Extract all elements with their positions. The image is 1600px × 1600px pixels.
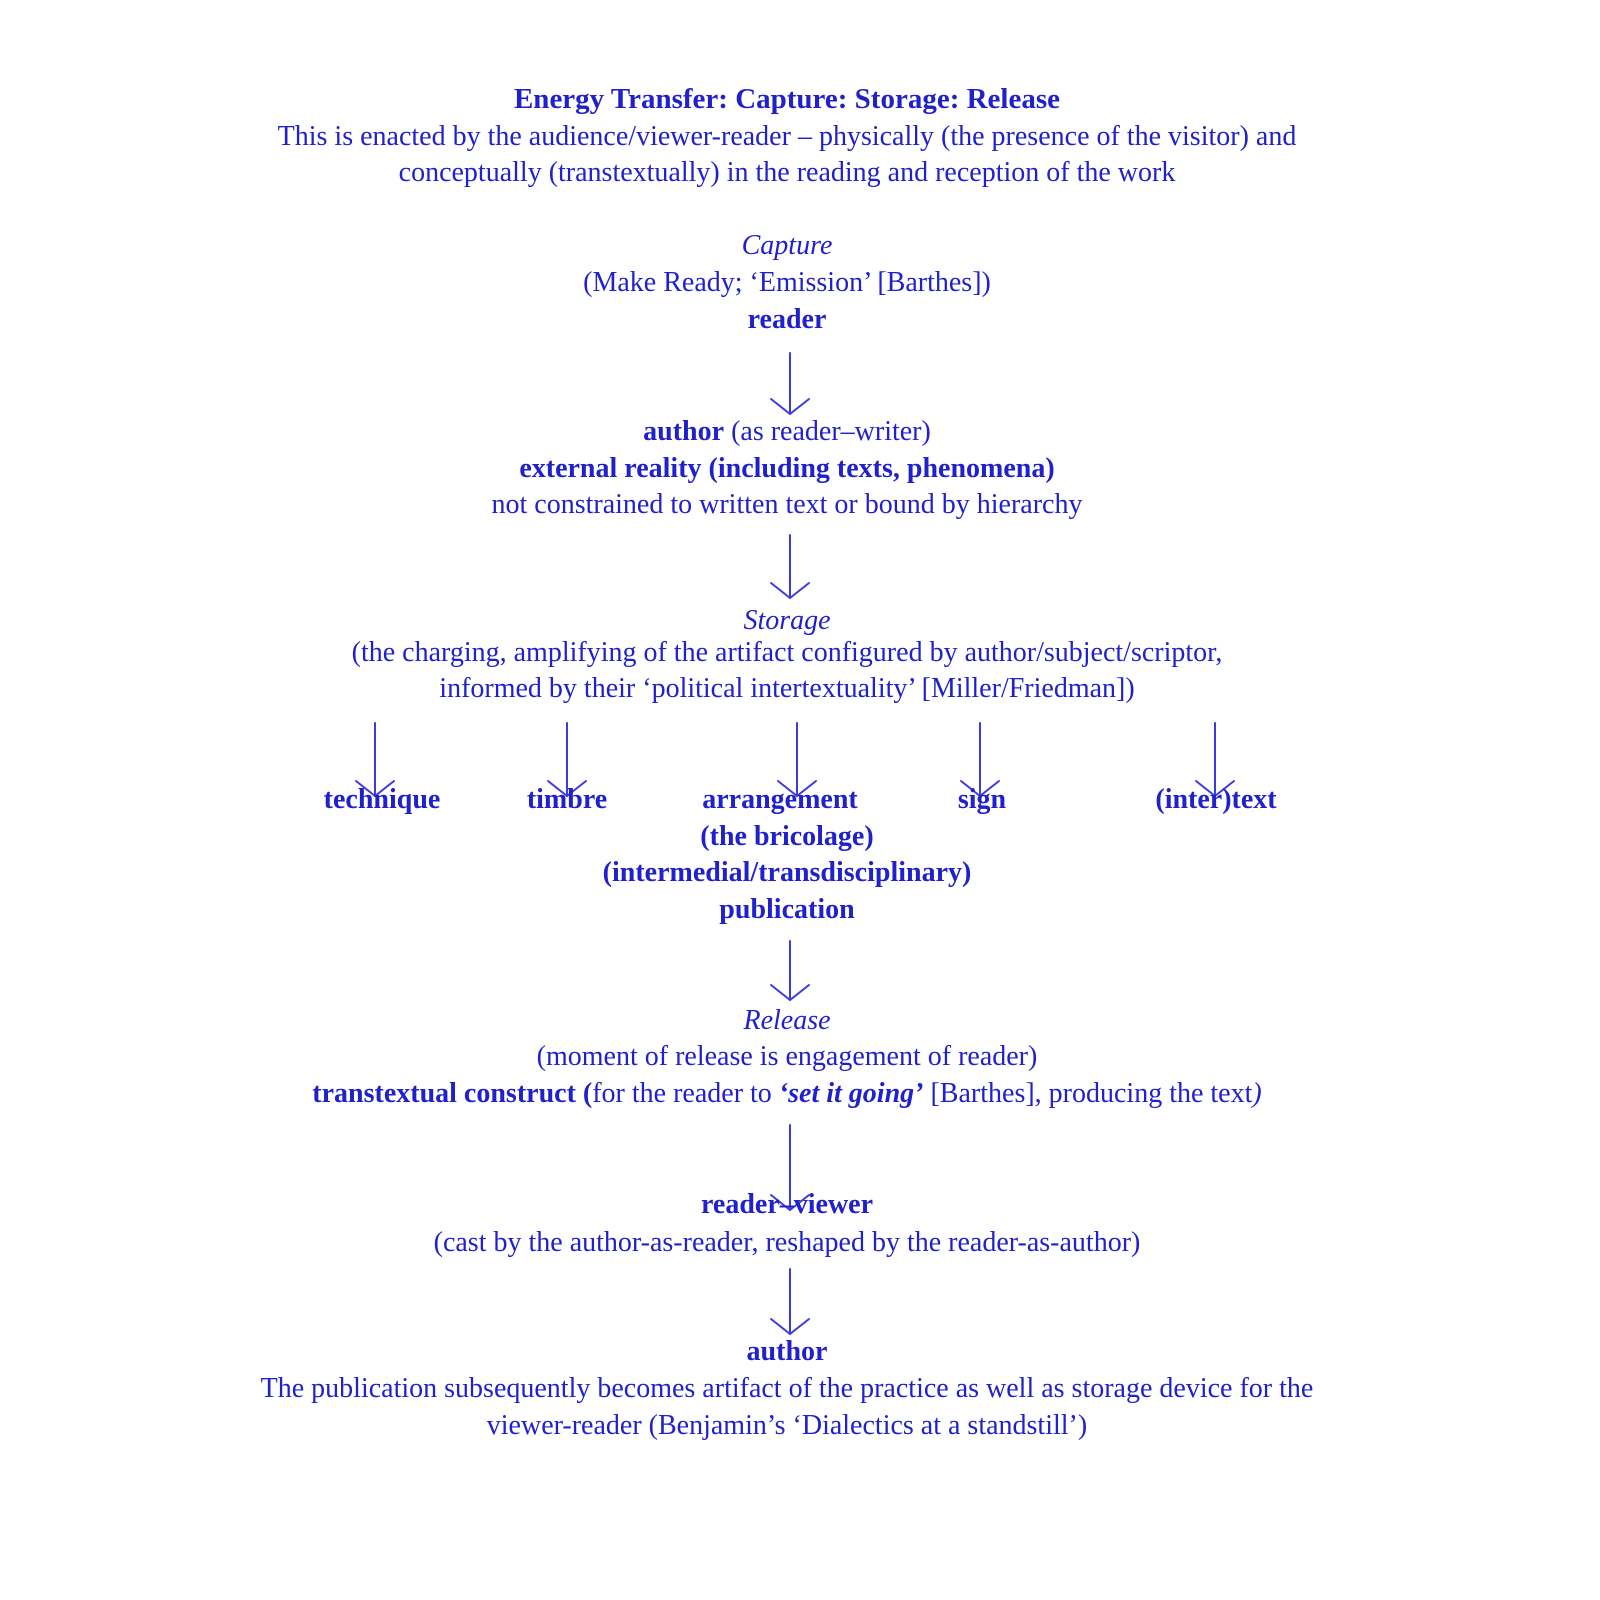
intro-line-1: This is enacted by the audience/viewer-reader – physically (the presence of the visitor) and <box>277 121 1297 152</box>
construct-set-it-going: ‘set it going’ <box>778 1078 924 1109</box>
release-subtitle: (moment of release is engagement of reader) <box>536 1041 1038 1072</box>
storage-subtitle-1: (the charging, amplifying of the artifact configured by author/subject/scriptor, <box>351 637 1223 668</box>
final-author-node: author <box>746 1336 828 1367</box>
capture-subtitle: (Make Ready; ‘Emission’ [Barthes]) <box>583 267 991 298</box>
down-arrow-icon <box>766 1268 814 1336</box>
reader-node: reader <box>747 304 827 335</box>
construct-italic-close: ) <box>1252 1078 1262 1109</box>
author-node-line <box>0 414 1574 450</box>
branch-intertext: (inter)text <box>1155 784 1277 815</box>
intro-line-2: conceptually (transtextually) in the reading and reception of the work <box>398 157 1176 188</box>
branch-sign: sign <box>957 784 1007 815</box>
construct-bold-open: transtextual construct ( <box>312 1078 593 1109</box>
branch-technique: technique <box>323 784 441 815</box>
branch-arrangement: arrangement <box>702 784 858 815</box>
release-heading: Release <box>743 1005 831 1036</box>
transtextual-construct-line <box>0 1076 1574 1112</box>
publication-node: publication <box>719 894 855 925</box>
outcome-line-1: The publication subsequently becomes artifact of the practice as well as storage device for the <box>260 1373 1314 1404</box>
author-node: author <box>643 416 725 447</box>
down-arrow-icon <box>766 352 814 416</box>
bricolage-line: (the bricolage) <box>700 821 874 852</box>
down-arrow-icon <box>766 534 814 600</box>
construct-plain-2: [Barthes], producing the text <box>923 1078 1253 1109</box>
down-arrow-icon <box>766 940 814 1002</box>
reader-viewer-subtitle: (cast by the author-as-reader, reshaped by the reader-as-author) <box>433 1227 1141 1258</box>
reader-viewer-node: reader–viewer <box>700 1189 874 1220</box>
external-reality-line: external reality (including texts, phenomena) <box>519 453 1055 484</box>
author-node-qualifier: (as reader–writer) <box>724 416 931 447</box>
branch-timbre: timbre <box>526 784 608 815</box>
construct-plain-1: for the reader to <box>592 1078 779 1109</box>
outcome-line-2: viewer-reader (Benjamin’s ‘Dialectics at a standstill’) <box>486 1410 1088 1441</box>
capture-heading: Capture <box>741 230 833 261</box>
diagram-title: Energy Transfer: Capture: Storage: Release <box>513 83 1061 115</box>
not-constrained-line: not constrained to written text or bound by hierarchy <box>491 489 1083 520</box>
storage-subtitle-2: informed by their ‘political intertextuality’ [Miller/Friedman]) <box>439 673 1135 704</box>
storage-heading: Storage <box>743 605 831 636</box>
intermedial-line: (intermedial/transdisciplinary) <box>602 857 972 888</box>
